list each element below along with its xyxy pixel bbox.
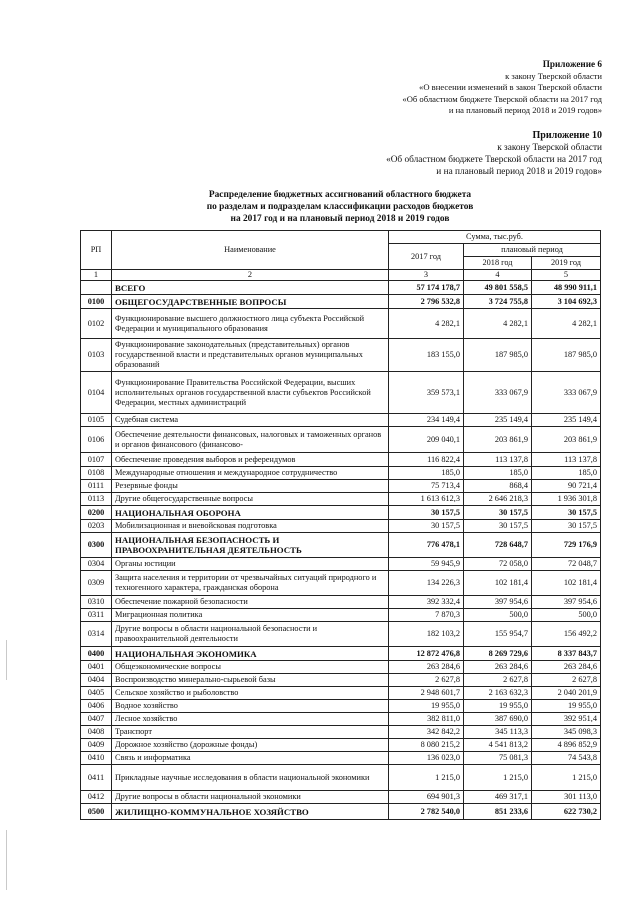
row-name: Сельское хозяйство и рыболовство bbox=[112, 687, 389, 700]
row-value-2017: 134 226,3 bbox=[389, 571, 464, 596]
row-code: 0103 bbox=[81, 339, 112, 372]
row-value-2018: 72 058,0 bbox=[464, 558, 532, 571]
row-value-2017: 359 573,1 bbox=[389, 372, 464, 414]
row-value-2019: 4 282,1 bbox=[532, 309, 601, 339]
section-row bbox=[81, 506, 601, 520]
row-value-2019: 235 149,4 bbox=[532, 414, 601, 427]
row-value-2019: 3 104 692,3 bbox=[532, 295, 601, 309]
row-name: Функционирование высшего должностного лица субъекта Российской Федерации и муниципального образования bbox=[112, 309, 389, 339]
row-value-2019: 48 990 911,1 bbox=[532, 281, 601, 295]
annex-10-header bbox=[386, 130, 602, 178]
table-row bbox=[81, 309, 601, 339]
row-name: Судебная система bbox=[112, 414, 389, 427]
row-value-2017: 8 080 215,2 bbox=[389, 739, 464, 752]
row-value-2019: 102 181,4 bbox=[532, 571, 601, 596]
row-value-2018: 102 181,4 bbox=[464, 571, 532, 596]
row-value-2019: 622 730,2 bbox=[532, 804, 601, 820]
column-number: 1 bbox=[81, 270, 112, 281]
row-value-2017: 2 948 601,7 bbox=[389, 687, 464, 700]
row-value-2018: 3 724 755,8 bbox=[464, 295, 532, 309]
row-value-2018: 4 282,1 bbox=[464, 309, 532, 339]
row-value-2019: 30 157,5 bbox=[532, 520, 601, 533]
row-name: Защита населения и территории от чрезвычайных ситуаций природного и техногенного характера, гражданская оборона bbox=[112, 571, 389, 596]
row-name: ВСЕГО bbox=[112, 281, 389, 295]
row-name: Связь и информатика bbox=[112, 752, 389, 765]
row-code: 0106 bbox=[81, 427, 112, 453]
row-value-2018: 345 113,3 bbox=[464, 726, 532, 739]
row-value-2018: 30 157,5 bbox=[464, 506, 532, 520]
annex-6-line: «О внесении изменений в закон Тверской области bbox=[419, 82, 602, 92]
column-number: 5 bbox=[532, 270, 601, 281]
row-name: Резервные фонды bbox=[112, 480, 389, 493]
row-name: Мобилизационная и вневойсковая подготовка bbox=[112, 520, 389, 533]
column-number: 2 bbox=[112, 270, 389, 281]
table-row bbox=[81, 752, 601, 765]
row-value-2018: 397 954,6 bbox=[464, 596, 532, 609]
row-value-2018: 387 690,0 bbox=[464, 713, 532, 726]
row-name: Прикладные научные исследования в области национальной экономики bbox=[112, 765, 389, 791]
row-value-2019: 392 951,4 bbox=[532, 713, 601, 726]
row-code: 0412 bbox=[81, 791, 112, 804]
row-value-2019: 1 215,0 bbox=[532, 765, 601, 791]
header-sum: Сумма, тыс.руб. bbox=[389, 231, 601, 244]
row-code: 0108 bbox=[81, 467, 112, 480]
row-value-2018: 263 284,6 bbox=[464, 661, 532, 674]
row-name: Лесное хозяйство bbox=[112, 713, 389, 726]
row-code: 0104 bbox=[81, 372, 112, 414]
row-value-2017: 2 782 540,0 bbox=[389, 804, 464, 820]
document-title-line: Распределение бюджетных ассигнований областного бюджета bbox=[208, 190, 472, 200]
row-value-2019: 333 067,9 bbox=[532, 372, 601, 414]
row-value-2019: 8 337 843,7 bbox=[532, 647, 601, 661]
row-code: 0314 bbox=[81, 622, 112, 647]
table-row bbox=[81, 414, 601, 427]
table-row bbox=[81, 609, 601, 622]
row-code: 0111 bbox=[81, 480, 112, 493]
row-value-2017: 694 901,3 bbox=[389, 791, 464, 804]
budget-table bbox=[80, 230, 601, 820]
annex-10-title: Приложение 10 bbox=[532, 130, 602, 141]
row-value-2018: 113 137,8 bbox=[464, 453, 532, 467]
section-row bbox=[81, 804, 601, 820]
row-value-2019: 345 098,3 bbox=[532, 726, 601, 739]
header-2018: 2018 год bbox=[464, 257, 532, 270]
table-row bbox=[81, 558, 601, 571]
row-name: НАЦИОНАЛЬНАЯ БЕЗОПАСНОСТЬ И ПРАВООХРАНИТЕЛЬНАЯ ДЕЯТЕЛЬНОСТЬ bbox=[112, 533, 389, 558]
row-value-2018: 868,4 bbox=[464, 480, 532, 493]
row-value-2018: 185,0 bbox=[464, 467, 532, 480]
row-code: 0102 bbox=[81, 309, 112, 339]
row-code: 0203 bbox=[81, 520, 112, 533]
row-code: 0404 bbox=[81, 674, 112, 687]
table-row bbox=[81, 596, 601, 609]
row-value-2019: 113 137,8 bbox=[532, 453, 601, 467]
row-value-2018: 75 081,3 bbox=[464, 752, 532, 765]
row-value-2017: 7 870,3 bbox=[389, 609, 464, 622]
row-value-2017: 12 872 476,8 bbox=[389, 647, 464, 661]
row-value-2019: 74 543,8 bbox=[532, 752, 601, 765]
document-title-line: по разделам и подразделам классификации расходов бюджетов bbox=[206, 201, 474, 212]
row-code: 0200 bbox=[81, 506, 112, 520]
row-code: 0311 bbox=[81, 609, 112, 622]
row-value-2017: 392 332,4 bbox=[389, 596, 464, 609]
row-code: 0401 bbox=[81, 661, 112, 674]
table-row bbox=[81, 339, 601, 372]
row-code: 0304 bbox=[81, 558, 112, 571]
table-row bbox=[81, 493, 601, 506]
row-value-2019: 397 954,6 bbox=[532, 596, 601, 609]
row-value-2018: 2 627,8 bbox=[464, 674, 532, 687]
row-code: 0107 bbox=[81, 453, 112, 467]
budget-table-body bbox=[81, 281, 601, 820]
document-title bbox=[0, 190, 640, 225]
row-name: Другие вопросы в области национальной безопасности и правоохранительной деятельности bbox=[112, 622, 389, 647]
row-value-2017: 776 478,1 bbox=[389, 533, 464, 558]
row-value-2018: 2 646 218,3 bbox=[464, 493, 532, 506]
header-planned: плановый период bbox=[464, 244, 601, 257]
document-title-line: на 2017 год и на плановый период 2018 и 2019 годов bbox=[230, 213, 450, 224]
row-value-2019: 301 113,0 bbox=[532, 791, 601, 804]
row-value-2018: 851 233,6 bbox=[464, 804, 532, 820]
row-name: ЖИЛИЩНО-КОММУНАЛЬНОЕ ХОЗЯЙСТВО bbox=[112, 804, 389, 820]
row-value-2019: 187 985,0 bbox=[532, 339, 601, 372]
table-row bbox=[81, 739, 601, 752]
row-value-2017: 342 842,2 bbox=[389, 726, 464, 739]
row-value-2018: 187 985,0 bbox=[464, 339, 532, 372]
table-row bbox=[81, 467, 601, 480]
row-value-2019: 19 955,0 bbox=[532, 700, 601, 713]
row-code: 0409 bbox=[81, 739, 112, 752]
annex-6-line: и на плановый период 2018 и 2019 годов» bbox=[448, 105, 602, 115]
header-name: Наименование bbox=[112, 231, 389, 270]
row-value-2019: 30 157,5 bbox=[532, 506, 601, 520]
row-code: 0411 bbox=[81, 765, 112, 791]
table-row bbox=[81, 674, 601, 687]
row-value-2018: 49 801 558,5 bbox=[464, 281, 532, 295]
table-row bbox=[81, 700, 601, 713]
row-value-2018: 333 067,9 bbox=[464, 372, 532, 414]
row-code: 0113 bbox=[81, 493, 112, 506]
section-row bbox=[81, 647, 601, 661]
row-value-2017: 1 215,0 bbox=[389, 765, 464, 791]
row-value-2018: 500,0 bbox=[464, 609, 532, 622]
row-value-2018: 469 317,1 bbox=[464, 791, 532, 804]
row-value-2019: 2 627,8 bbox=[532, 674, 601, 687]
header-code: РП bbox=[81, 231, 112, 270]
row-code: 0410 bbox=[81, 752, 112, 765]
table-row bbox=[81, 571, 601, 596]
row-value-2017: 182 103,2 bbox=[389, 622, 464, 647]
row-value-2017: 2 796 532,8 bbox=[389, 295, 464, 309]
row-value-2017: 59 945,9 bbox=[389, 558, 464, 571]
column-number: 4 bbox=[464, 270, 532, 281]
row-name: Миграционная политика bbox=[112, 609, 389, 622]
section-row bbox=[81, 281, 601, 295]
row-value-2017: 234 149,4 bbox=[389, 414, 464, 427]
row-value-2018: 4 541 813,2 bbox=[464, 739, 532, 752]
row-code: 0408 bbox=[81, 726, 112, 739]
table-row bbox=[81, 687, 601, 700]
row-code bbox=[81, 281, 112, 295]
row-value-2017: 263 284,6 bbox=[389, 661, 464, 674]
row-code: 0500 bbox=[81, 804, 112, 820]
row-name: Транспорт bbox=[112, 726, 389, 739]
row-name: Функционирование законодательных (представительных) органов государственной власти и представительных органов муниципальных образований bbox=[112, 339, 389, 372]
row-name: Обеспечение деятельности финансовых, налоговых и таможенных органов и органов финансового (финансово- bbox=[112, 427, 389, 453]
row-value-2017: 57 174 178,7 bbox=[389, 281, 464, 295]
row-value-2017: 19 955,0 bbox=[389, 700, 464, 713]
row-code: 0309 bbox=[81, 571, 112, 596]
row-value-2018: 235 149,4 bbox=[464, 414, 532, 427]
row-value-2017: 1 613 612,3 bbox=[389, 493, 464, 506]
table-row bbox=[81, 427, 601, 453]
row-name: Дорожное хозяйство (дорожные фонды) bbox=[112, 739, 389, 752]
row-name: Обеспечение пожарной безопасности bbox=[112, 596, 389, 609]
scan-edge-mark bbox=[6, 830, 7, 890]
row-value-2017: 185,0 bbox=[389, 467, 464, 480]
section-row bbox=[81, 295, 601, 309]
row-name: Другие вопросы в области национальной экономики bbox=[112, 791, 389, 804]
row-value-2018: 1 215,0 bbox=[464, 765, 532, 791]
table-row bbox=[81, 453, 601, 467]
row-code: 0310 bbox=[81, 596, 112, 609]
annex-6-header bbox=[402, 59, 602, 117]
column-number: 3 bbox=[389, 270, 464, 281]
row-value-2019: 4 896 852,9 bbox=[532, 739, 601, 752]
row-value-2019: 1 936 301,8 bbox=[532, 493, 601, 506]
row-value-2017: 183 155,0 bbox=[389, 339, 464, 372]
table-row bbox=[81, 791, 601, 804]
row-code: 0407 bbox=[81, 713, 112, 726]
row-value-2018: 155 954,7 bbox=[464, 622, 532, 647]
row-value-2017: 30 157,5 bbox=[389, 506, 464, 520]
row-name: НАЦИОНАЛЬНАЯ ЭКОНОМИКА bbox=[112, 647, 389, 661]
table-row bbox=[81, 765, 601, 791]
row-value-2017: 75 713,4 bbox=[389, 480, 464, 493]
row-value-2019: 729 176,9 bbox=[532, 533, 601, 558]
row-name: Воспроизводство минерально-сырьевой базы bbox=[112, 674, 389, 687]
row-value-2019: 185,0 bbox=[532, 467, 601, 480]
row-value-2017: 30 157,5 bbox=[389, 520, 464, 533]
row-code: 0105 bbox=[81, 414, 112, 427]
row-value-2017: 4 282,1 bbox=[389, 309, 464, 339]
row-name: Другие общегосударственные вопросы bbox=[112, 493, 389, 506]
row-name: Общеэкономические вопросы bbox=[112, 661, 389, 674]
header-2017: 2017 год bbox=[389, 244, 464, 270]
row-value-2017: 2 627,8 bbox=[389, 674, 464, 687]
row-code: 0300 bbox=[81, 533, 112, 558]
row-name: ОБЩЕГОСУДАРСТВЕННЫЕ ВОПРОСЫ bbox=[112, 295, 389, 309]
section-row bbox=[81, 533, 601, 558]
row-name: Функционирование Правительства Российской Федерации, высших исполнительных органов государственной власти субъектов Российской Федерации, местных администраций bbox=[112, 372, 389, 414]
table-row bbox=[81, 713, 601, 726]
annex-6-line: «Об областном бюджете Тверской области на 2017 год bbox=[402, 93, 602, 104]
row-value-2018: 8 269 729,6 bbox=[464, 647, 532, 661]
row-value-2019: 203 861,9 bbox=[532, 427, 601, 453]
row-value-2018: 203 861,9 bbox=[464, 427, 532, 453]
row-name: Органы юстиции bbox=[112, 558, 389, 571]
row-code: 0406 bbox=[81, 700, 112, 713]
row-value-2017: 116 822,4 bbox=[389, 453, 464, 467]
row-value-2018: 19 955,0 bbox=[464, 700, 532, 713]
table-row bbox=[81, 372, 601, 414]
row-code: 0100 bbox=[81, 295, 112, 309]
row-code: 0405 bbox=[81, 687, 112, 700]
row-name: Водное хозяйство bbox=[112, 700, 389, 713]
annex-10-line: и на плановый период 2018 и 2019 годов» bbox=[436, 167, 602, 177]
table-row bbox=[81, 480, 601, 493]
row-code: 0400 bbox=[81, 647, 112, 661]
annex-6-line: к закону Тверской области bbox=[505, 70, 602, 81]
table-row bbox=[81, 726, 601, 739]
annex-6-title: Приложение 6 bbox=[542, 59, 602, 69]
row-value-2019: 156 492,2 bbox=[532, 622, 601, 647]
table-row bbox=[81, 622, 601, 647]
row-name: Международные отношения и международное сотрудничество bbox=[112, 467, 389, 480]
annex-10-line: «Об областном бюджете Тверской области на 2017 год bbox=[386, 155, 602, 165]
table-row bbox=[81, 661, 601, 674]
row-value-2019: 500,0 bbox=[532, 609, 601, 622]
row-value-2017: 136 023,0 bbox=[389, 752, 464, 765]
table-row bbox=[81, 520, 601, 533]
row-name: Обеспечение проведения выборов и референдумов bbox=[112, 453, 389, 467]
row-name: НАЦИОНАЛЬНАЯ ОБОРОНА bbox=[112, 506, 389, 520]
row-value-2019: 2 040 201,9 bbox=[532, 687, 601, 700]
row-value-2019: 263 284,6 bbox=[532, 661, 601, 674]
row-value-2017: 382 811,0 bbox=[389, 713, 464, 726]
row-value-2019: 90 721,4 bbox=[532, 480, 601, 493]
row-value-2019: 72 048,7 bbox=[532, 558, 601, 571]
scan-edge-mark bbox=[6, 640, 7, 680]
header-2019: 2019 год bbox=[532, 257, 601, 270]
row-value-2018: 728 648,7 bbox=[464, 533, 532, 558]
annex-10-line: к закону Тверской области bbox=[497, 143, 602, 153]
row-value-2018: 30 157,5 bbox=[464, 520, 532, 533]
row-value-2017: 209 040,1 bbox=[389, 427, 464, 453]
row-value-2018: 2 163 632,3 bbox=[464, 687, 532, 700]
